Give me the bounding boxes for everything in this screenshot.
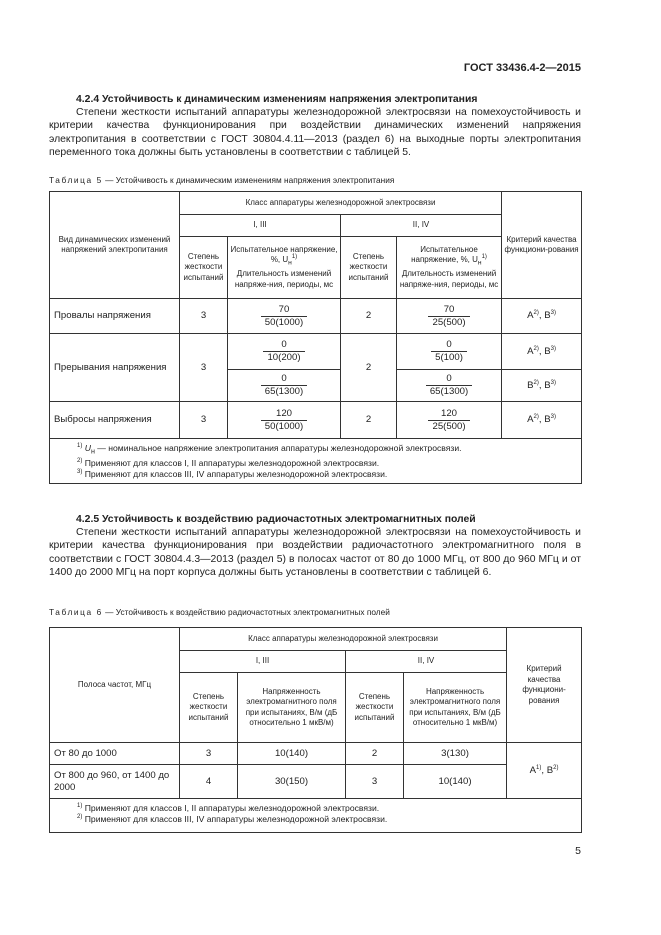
header-group-2: II, IV: [346, 651, 507, 673]
header-criteria: Критерий качества функциони-рования: [507, 628, 582, 743]
table-row: [50, 765, 582, 799]
row-label: Выбросы напряжения: [50, 402, 180, 439]
voltage-fraction: $\frac{0}{5(100)}$: [397, 334, 502, 370]
row-label: Провалы напряжения: [50, 299, 180, 334]
voltage-fraction: $\frac{120}{50(1000)}$: [228, 402, 341, 439]
field-value: 3(130): [404, 743, 507, 765]
section-paragraph: Степени жесткости испытаний аппаратуры железнодорожной электросвязи на помехоустойчивость и критерии качества функционирования при воздействии радиочастотного электромагнитного поля в соответствии с ГОСТ 30804.4.3—2013 (раздел 5) в полосах частот от 80 до 1000 МГц, от 800 до 960 МГц и от 1400 до 2000 МГц на порт корпуса должны быть установлены в соответствии с таблицей 6.: [49, 527, 581, 578]
header-kind: Вид динамических изменений напряжений электропитания: [50, 192, 180, 299]
severity-value: 3: [346, 765, 404, 799]
criteria-value: $A^{2)}$, $B^{3)}$: [502, 334, 582, 370]
caption-text: — Устойчивость к воздействию радиочастотных электромагнитных полей: [102, 607, 390, 617]
row-band: От 800 до 960, от 1400 до 2000: [50, 765, 180, 799]
table-5-caption: [49, 175, 394, 185]
header-field: Напряженность электромагнитного поля при испытаниях, В/м (дБ относительно 1 мкВ/м): [404, 673, 507, 743]
caption-text: — Устойчивость к динамическим изменениям напряжения электропитания: [102, 175, 395, 185]
severity-value: 2: [341, 334, 397, 402]
header-band: Полоса частот, МГц: [50, 628, 180, 743]
severity-value: 2: [346, 743, 404, 765]
header-group-1: I, III: [180, 215, 341, 237]
row-band: От 80 до 1000: [50, 743, 180, 765]
header-voltage: Испытательное напряжение, %, $U_н^{1)}$ Длительность изменений напряже-ния, периоды, мс: [228, 237, 341, 299]
note-1: $^{1)}$ $U_н$ — номинальное напряжение электропитания аппаратуры железнодорожной электросвязи.: [77, 443, 462, 456]
severity-value: 3: [180, 334, 228, 402]
header-criteria: Критерий качества функциони-рования: [502, 192, 582, 299]
severity-value: 3: [180, 743, 238, 765]
severity-value: 4: [180, 765, 238, 799]
severity-value: 2: [341, 402, 397, 439]
header-severity: Степень жесткости испытаний: [346, 673, 404, 743]
field-value: 30(150): [238, 765, 346, 799]
voltage-fraction: $\frac{0}{65(1300)}$: [397, 370, 502, 402]
note-1: $^{1)}$ Применяют для классов I, II аппаратуры железнодорожной электросвязи.: [77, 803, 380, 813]
criteria-value: $A^{1)}$, $B^{2)}$: [507, 743, 582, 799]
header-class: Класс аппаратуры железнодорожной электросвязи: [180, 192, 502, 215]
table-row: [50, 334, 582, 370]
criteria-value: $A^{2)}$, $B^{3)}$: [502, 299, 582, 334]
header-voltage: Испытательное напряжение, %, $U_н^{1)}$ Длительность изменений напряже-ния, периоды, мс: [397, 237, 502, 299]
header-class: Класс аппаратуры железнодорожной электросвязи: [180, 628, 507, 651]
note-3: $^{3)}$ Применяют для классов III, IV аппаратуры железнодорожной электросвязи.: [77, 468, 388, 479]
section-paragraph: Степени жесткости испытаний аппаратуры железнодорожной электросвязи на помехоустойчивость и критерии качества функционирования при воздействии динамических изменений напряжения электропитания в соответствии с ГОСТ 30804.4.11—2013 (раздел 6) на выходные порты электропитания переменного тока должны быть установлены в соответствии с таблицей 5.: [49, 107, 581, 158]
table-row: [50, 743, 582, 765]
note-2: $^{2)}$ Применяют для классов I, II аппаратуры железнодорожной электросвязи.: [77, 457, 380, 468]
voltage-fraction: $\frac{0}{65(1300)}$: [228, 370, 341, 402]
field-value: 10(140): [238, 743, 346, 765]
table-5: [49, 191, 582, 484]
section-heading: 4.2.4 Устойчивость к динамическим изменениям напряжения электропитания: [76, 94, 478, 105]
criteria-value: $A^{2)}$, $B^{3)}$: [502, 402, 582, 439]
header-severity: Степень жесткости испытаний: [180, 237, 228, 299]
header-severity: Степень жесткости испытаний: [180, 673, 238, 743]
header-severity: Степень жесткости испытаний: [341, 237, 397, 299]
caption-label: Таблица 5: [49, 175, 103, 185]
page-number: 5: [575, 845, 581, 857]
severity-value: 3: [180, 402, 228, 439]
field-value: 10(140): [404, 765, 507, 799]
header-group-2: II, IV: [341, 215, 502, 237]
voltage-fraction: $\frac{70}{50(1000)}$: [228, 299, 341, 334]
section-heading: 4.2.5 Устойчивость к воздействию радиочастотных электромагнитных полей: [76, 514, 476, 525]
section-4-2-5: [49, 513, 581, 579]
table-notes: [50, 439, 582, 484]
note-2: $^{2)}$ Применяют для классов III, IV аппаратуры железнодорожной электросвязи.: [77, 814, 388, 824]
voltage-fraction: $\frac{120}{25(500)}$: [397, 402, 502, 439]
table-row: [50, 402, 582, 439]
severity-value: 2: [341, 299, 397, 334]
table-6: [49, 627, 582, 833]
severity-value: 3: [180, 299, 228, 334]
criteria-value: $B^{2)}$, $B^{3)}$: [502, 370, 582, 402]
row-label: Прерывания напряжения: [50, 334, 180, 402]
table-notes: [50, 799, 582, 833]
voltage-fraction: $\frac{0}{10(200)}$: [228, 334, 341, 370]
header-field: Напряженность электромагнитного поля при испытаниях, В/м (дБ относительно 1 мкВ/м): [238, 673, 346, 743]
section-4-2-4: [49, 93, 581, 159]
document-id: ГОСТ 33436.4-2—2015: [463, 62, 581, 74]
table-row: [50, 299, 582, 334]
table-6-caption: [49, 607, 390, 617]
header-group-1: I, III: [180, 651, 346, 673]
caption-label: Таблица 6: [49, 607, 103, 617]
voltage-fraction: $\frac{70}{25(500)}$: [397, 299, 502, 334]
